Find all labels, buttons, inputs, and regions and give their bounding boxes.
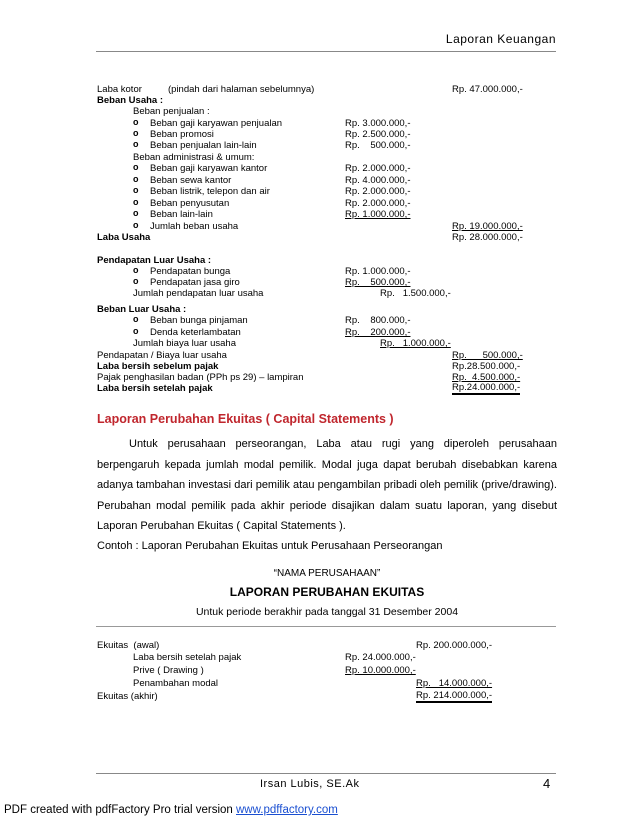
footer-rule	[96, 773, 556, 774]
ekuitas-akhir-amount: Rp. 214.000.000,-	[416, 690, 493, 701]
pajak-label: Pajak penghasilan badan (PPh ps 29) – lampiran	[97, 372, 304, 383]
laba-sebelum-pajak-label: Laba bersih sebelum pajak	[97, 361, 219, 372]
beban-luar-item: Denda keterlambatan	[150, 327, 241, 338]
pdffactory-link[interactable]: www.pdffactory.com	[236, 804, 338, 816]
bullet-icon: o	[133, 326, 139, 336]
section-paragraph: Untuk perusahaan perseorangan, Laba atau rugi yang diperoleh perusahaan berpengaruh kepada jumlah modal pemilik. Modal juga dapat berubah disebabkan karena adanya tambahan investasi dari pemilik atau pengambilan pribadi oleh pemilik (prive/drawing). Perubahan modal pemilik pada akhir periode disajikan dalam suatu laporan, yang disebut Laporan Perubahan Ekuitas ( Capital Statements ).	[97, 438, 557, 532]
bullet-icon: o	[133, 128, 139, 138]
pendapatan-luar-amount: Rp. 1.000.000,-	[345, 266, 411, 277]
pendapatan-luar-title: Pendapatan Luar Usaha :	[97, 255, 212, 266]
beban-admin-amount: Rp. 4.000.000,-	[345, 175, 411, 186]
beban-penjualan-item: Beban penjualan lain-lain	[150, 140, 257, 151]
beban-luar-title: Beban Luar Usaha :	[97, 304, 187, 315]
pajak-amount: Rp. 4.500.000,-	[452, 372, 521, 383]
beban-luar-amount: Rp. 800.000,-	[345, 315, 411, 326]
laba-kotor-amount: Rp. 47.000.000,-	[452, 84, 523, 95]
bullet-icon: o	[133, 174, 139, 184]
laba-setelah-pajak-amount: Rp.24.000.000,-	[452, 382, 521, 393]
beban-admin-item: Beban listrik, telepon dan air	[150, 186, 270, 197]
laba-setelah-pajak-label: Laba bersih setelah pajak	[97, 383, 213, 394]
beban-admin-item: Beban sewa kantor	[150, 175, 232, 186]
pendapatan-luar-amount: Rp. 500.000,-	[345, 277, 411, 288]
bullet-icon: o	[133, 185, 139, 195]
bullet-icon: o	[133, 265, 139, 275]
section-title: Laporan Perubahan Ekuitas ( Capital Statements )	[97, 412, 394, 426]
beban-admin-item: Beban gaji karyawan kantor	[150, 163, 268, 174]
beban-luar-item: Beban bunga pinjaman	[150, 315, 248, 326]
bullet-icon: o	[133, 314, 139, 324]
beban-admin-title: Beban administrasi & umum:	[133, 152, 255, 163]
beban-penjualan-title: Beban penjualan :	[133, 106, 210, 117]
pendapatan-luar-item: Pendapatan jasa giro	[150, 277, 240, 288]
laba-usaha-label: Laba Usaha	[97, 232, 151, 243]
beban-admin-amount: Rp. 1.000.000,-	[345, 209, 411, 220]
bullet-icon: o	[133, 208, 139, 218]
statement-title: LAPORAN PERUBAHAN EKUITAS	[229, 585, 425, 599]
bullet-icon: o	[133, 117, 139, 127]
pdf-banner-text: PDF created with pdfFactory Pro trial version	[4, 804, 236, 816]
ekuitas-awal-label: Ekuitas (awal)	[97, 640, 160, 651]
beban-usaha-title: Beban Usaha :	[97, 95, 163, 106]
jumlah-biaya-luar-label: Jumlah biaya luar usaha	[133, 338, 236, 349]
penambahan-label: Penambahan modal	[133, 678, 219, 689]
laba-bersih-label: Laba bersih setelah pajak	[133, 652, 242, 663]
beban-penjualan-item: Beban gaji karyawan penjualan	[150, 118, 283, 129]
laba-kotor-label: Laba kotor	[97, 84, 142, 95]
laba-usaha-amount: Rp. 28.000.000,-	[452, 232, 523, 243]
ekuitas-akhir-label: Ekuitas (akhir)	[97, 691, 158, 702]
beban-admin-item: Beban lain-lain	[150, 209, 213, 220]
contoh-text: Contoh : Laporan Perubahan Ekuitas untuk Perusahaan Perseorangan	[97, 540, 443, 552]
beban-penjualan-amount: Rp. 500.000,-	[345, 140, 411, 151]
jumlah-beban-usaha-label: Jumlah beban usaha	[150, 221, 239, 232]
jumlah-beban-usaha-amount: Rp. 19.000.000,-	[452, 221, 523, 232]
beban-admin-amount: Rp. 2.000.000,-	[345, 186, 411, 197]
bullet-icon: o	[133, 276, 139, 286]
beban-luar-amount: Rp. 200.000,-	[345, 327, 411, 338]
header-rule	[96, 51, 556, 52]
prive-amount: Rp. 10.000.000,-	[345, 665, 416, 676]
laba-sebelum-pajak-amount: Rp.28.500.000,-	[452, 361, 521, 372]
beban-penjualan-amount: Rp. 2.500.000,-	[345, 129, 411, 140]
laba-bersih-amount: Rp. 24.000.000,-	[345, 652, 416, 663]
beban-penjualan-item: Beban promosi	[150, 129, 214, 140]
pdf-banner	[4, 804, 338, 816]
bullet-icon: o	[133, 220, 139, 230]
ekuitas-awal-amount: Rp. 200.000.000,-	[416, 640, 493, 651]
pendapatan-luar-item: Pendapatan bunga	[150, 266, 231, 277]
header-title: Laporan Keuangan	[445, 32, 556, 46]
bullet-icon: o	[133, 162, 139, 172]
penambahan-amount: Rp. 14.000.000,-	[416, 678, 493, 689]
laba-kotor-note: (pindah dari halaman sebelumnya)	[168, 84, 315, 95]
jumlah-pendapatan-luar-amount: Rp. 1.500.000,-	[380, 288, 451, 299]
company-name: “NAMA PERUSAHAAN”	[273, 568, 381, 579]
pendapatan-biaya-luar-amount: Rp. 500.000,-	[452, 350, 523, 361]
bullet-icon: o	[133, 139, 139, 149]
beban-admin-amount: Rp. 2.000.000,-	[345, 198, 411, 209]
prive-label: Prive ( Drawing )	[133, 665, 204, 676]
statement-period: Untuk periode berakhir pada tanggal 31 Desember 2004	[195, 606, 459, 618]
bullet-icon: o	[133, 197, 139, 207]
page-number: 4	[543, 776, 551, 791]
beban-admin-item: Beban penyusutan	[150, 198, 230, 209]
beban-admin-amount: Rp. 2.000.000,-	[345, 163, 411, 174]
statement-rule	[96, 626, 556, 627]
pendapatan-biaya-luar-label: Pendapatan / Biaya luar usaha	[97, 350, 227, 361]
footer-author: Irsan Lubis, SE.Ak	[260, 778, 360, 790]
jumlah-biaya-luar-amount: Rp. 1.000.000,-	[380, 338, 451, 349]
beban-penjualan-amount: Rp. 3.000.000,-	[345, 118, 411, 129]
jumlah-pendapatan-luar-label: Jumlah pendapatan luar usaha	[133, 288, 264, 299]
